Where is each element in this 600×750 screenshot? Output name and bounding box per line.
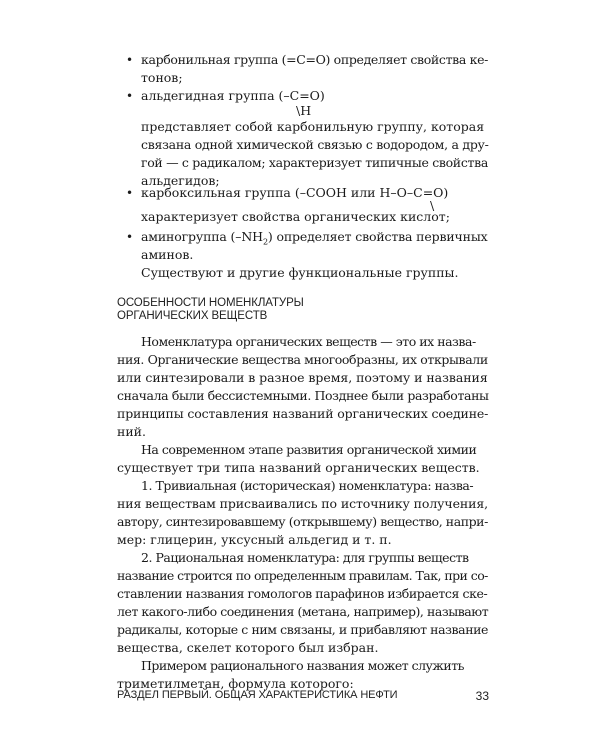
bullet-dot: • [126, 186, 134, 200]
paragraph-line: существует три типа названий органических веществ. [117, 460, 480, 475]
page-number: 33 [475, 689, 489, 703]
list-item-text: представляет собой карбонильную группу, которая [141, 119, 485, 134]
paragraph-line: название строится по определенным правилам. Так, при со- [117, 568, 488, 583]
paragraph-line: принципы составления названий органических соедине- [117, 406, 489, 421]
list-item-text: карбонильная группа (=С=О) определяет свойства ке- [141, 52, 489, 67]
paragraph-line: сначала были бессистемными. Позднее были разработаны [117, 388, 489, 403]
paragraph-line: ставлении названия гомологов парафинов избирается ске- [117, 586, 488, 601]
bullet-dot: • [126, 89, 134, 103]
paragraph-line: вещества, скелет которого был избран. [117, 640, 379, 655]
paragraph-line: триметилметан, формула которого: [117, 676, 354, 691]
paragraph-line: ний. [117, 424, 146, 439]
heading-line: ОРГАНИЧЕСКИХ ВЕЩЕСТВ [117, 310, 268, 322]
paragraph-line: 2. Рациональная номенклатура: для группы веществ [141, 550, 469, 565]
paragraph-line: мер: глицерин, уксусный альдегид и т. п. [117, 532, 392, 547]
section-heading [117, 297, 304, 323]
list-item-text: аминов. [141, 247, 194, 262]
footer-section-title: РАЗДЕЛ ПЕРВЫЙ. ОБЩАЯ ХАРАКТЕРИСТИКА НЕФТИ [117, 689, 398, 701]
list-item-text: характеризует свойства органических кислот; [141, 209, 450, 224]
paragraph-line: автору, синтезировавшему (открывшему) вещество, напри- [117, 514, 488, 529]
list-item-text: альдегидная группа (–С=О) [141, 88, 325, 103]
paragraph-line: На современном этапе развития органической химии [141, 442, 477, 457]
paragraph-line: или синтезировали в разное время, поэтому и названия [117, 370, 488, 385]
paragraph-line: радикалы, которые с ним связаны, и прибавляют название [117, 622, 489, 637]
list-item-text: карбоксильная группа (–СООН или Н–О–С=О) [141, 185, 449, 200]
list-item-text: связана одной химической связью с водородом, а дру- [141, 137, 489, 152]
formula-bond-slash: \ [430, 198, 435, 213]
paragraph-line: 1. Тривиальная (историческая) номенклатура: назва- [141, 478, 474, 493]
paragraph-line: ния веществам присваивались по источнику получения, [117, 496, 489, 511]
list-item-text: тонов; [141, 70, 183, 85]
bullet-dot: • [126, 53, 134, 67]
list-item-text: альдегидов; [141, 173, 220, 188]
bullet-dot: • [126, 230, 134, 244]
paragraph-line: Примером рационального названия может служить [141, 658, 464, 673]
paragraph-line: ния. Органические вещества многообразны, их открывали [117, 352, 488, 367]
heading-line: ОСОБЕННОСТИ НОМЕНКЛАТУРЫ [117, 297, 304, 309]
list-item-text: аминогруппа $(-NH_2)$ определяет свойства первичных [141, 229, 488, 247]
closing-sentence: Существуют и другие функциональные группы. [141, 265, 459, 280]
paragraph-line: Номенклатура органических веществ — это их назва- [141, 334, 476, 349]
paragraph-line: лет какого-либо соединения (метана, например), называют [117, 604, 489, 619]
list-item-text: гой — с радикалом; характеризует типичные свойства [141, 155, 488, 170]
formula-bond-h: \H [296, 103, 312, 118]
